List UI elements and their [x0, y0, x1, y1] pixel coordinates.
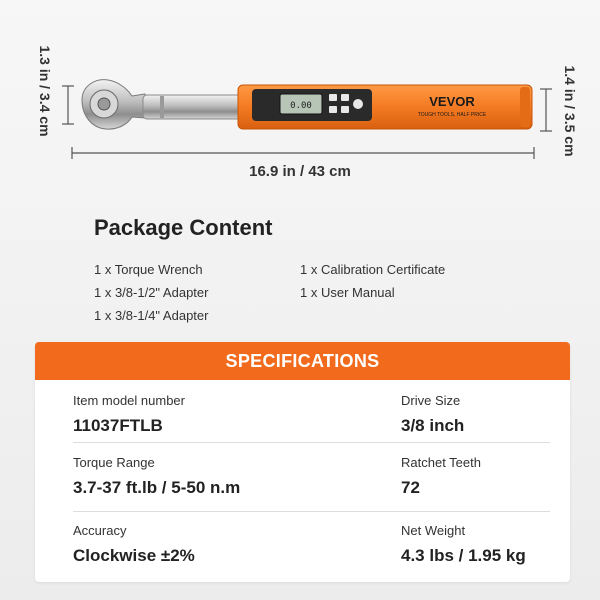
spec-value: 3.7-37 ft.lb / 5-50 n.m [73, 478, 241, 497]
spec-value: 72 [401, 478, 420, 497]
spec-model-number [73, 392, 185, 439]
package-content-title: Package Content [94, 215, 273, 240]
spec-row [35, 506, 570, 570]
product-area [0, 0, 600, 195]
specifications-card [35, 342, 570, 582]
spec-ratchet-teeth [401, 454, 481, 501]
spec-label: Drive Size [401, 393, 461, 408]
package-item: 1 x Calibration Certificate [300, 262, 446, 277]
chrome-shaft [143, 95, 243, 119]
handle-dimension-label: 1.4 in / 3.5 cm [562, 65, 578, 157]
ratchet-head [82, 80, 145, 129]
specifications-header: SPECIFICATIONS [35, 342, 570, 380]
spec-row [35, 442, 570, 506]
package-item: 1 x 3/8-1/2" Adapter [94, 285, 209, 300]
spec-value: 3/8 inch [401, 416, 465, 435]
spec-accuracy [73, 522, 195, 569]
spec-row [35, 380, 570, 442]
head-dimension-marker [62, 86, 74, 124]
handle-dimension-marker [540, 89, 552, 131]
length-dimension-label: 16.9 in / 43 cm [249, 163, 351, 180]
spec-label: Accuracy [73, 523, 127, 538]
head-dimension-label: 1.3 in / 3.4 cm [37, 45, 53, 137]
spec-label: Ratchet Teeth [401, 455, 481, 470]
package-list-left [94, 258, 208, 327]
spec-value: Clockwise ±2% [73, 546, 195, 565]
package-item: 1 x Torque Wrench [94, 262, 203, 277]
spec-value: 4.3 lbs / 1.95 kg [401, 546, 526, 565]
spec-label: Net Weight [401, 523, 466, 538]
lcd-reading: 0.00 [290, 101, 312, 111]
length-dimension-marker [72, 147, 534, 159]
handle-end-cap [520, 87, 530, 127]
brand-tagline: TOUGH TOOLS, HALF PRICE [417, 112, 487, 118]
shaft-ring [160, 96, 164, 118]
spec-label: Torque Range [73, 455, 155, 470]
package-item: 1 x 3/8-1/4" Adapter [94, 308, 209, 323]
spec-drive-size [401, 392, 464, 439]
brand-logo: VEVOR [429, 94, 475, 109]
package-list-right [300, 258, 445, 304]
spec-value: 11037FTLB [73, 416, 163, 435]
package-item: 1 x User Manual [300, 285, 395, 300]
spec-net-weight [401, 522, 526, 569]
spec-torque-range [73, 454, 240, 501]
spec-label: Item model number [73, 393, 185, 408]
